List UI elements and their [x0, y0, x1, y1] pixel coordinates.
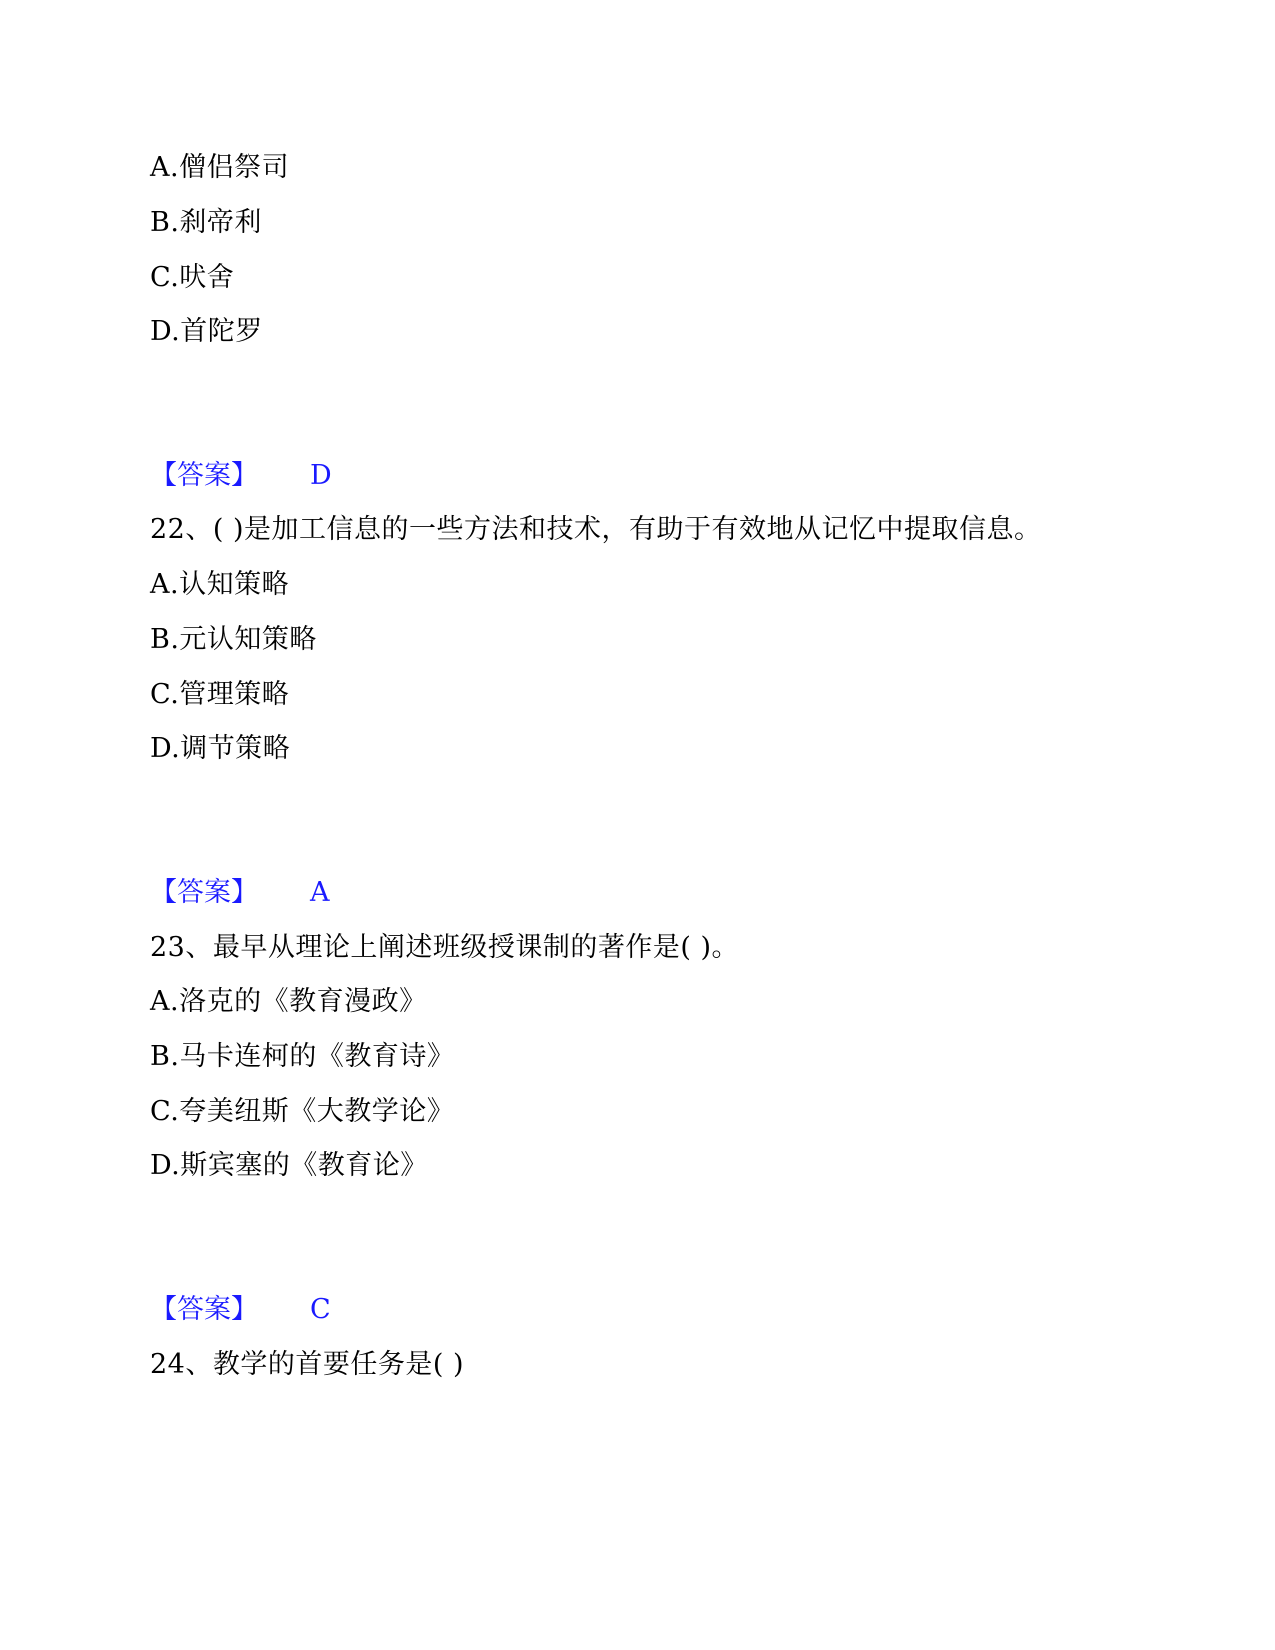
answer-label: 【答案】: [150, 877, 258, 908]
q21-answer: [150, 458, 332, 494]
q23-option-a: A.洛克的《教育漫政》: [150, 986, 427, 1017]
q23-option-c: C.夸美纽斯《大教学论》: [150, 1096, 455, 1127]
answer-value: A: [310, 877, 330, 908]
q21-option-b: B.刹帝利: [150, 207, 262, 238]
q22-option-a: A.认知策略: [150, 569, 290, 600]
q23-option-d: D.斯宾塞的《教育论》: [150, 1150, 428, 1181]
q21-option-c: C.吠舍: [150, 262, 235, 293]
q21-option-d: D.首陀罗: [150, 316, 263, 347]
answer-label: 【答案】: [150, 460, 258, 491]
answer-value: D: [310, 460, 332, 491]
q23-stem: 23、最早从理论上阐述班级授课制的著作是( )。: [150, 932, 740, 963]
q22-option-b: B.元认知策略: [150, 624, 317, 655]
q22-option-d: D.调节策略: [150, 733, 291, 764]
q22-option-c: C.管理策略: [150, 679, 290, 710]
q23-answer: [150, 1292, 331, 1328]
q22-stem: 22、( )是加工信息的一些方法和技术，有助于有效地从记忆中提取信息。: [150, 514, 1042, 545]
q22-answer: [150, 875, 330, 911]
answer-value: C: [310, 1294, 331, 1325]
q23-option-b: B.马卡连柯的《教育诗》: [150, 1041, 455, 1072]
answer-label: 【答案】: [150, 1294, 258, 1325]
q24-stem: 24、教学的首要任务是( ): [150, 1349, 465, 1380]
q21-option-a: A.僧侣祭司: [150, 152, 290, 183]
